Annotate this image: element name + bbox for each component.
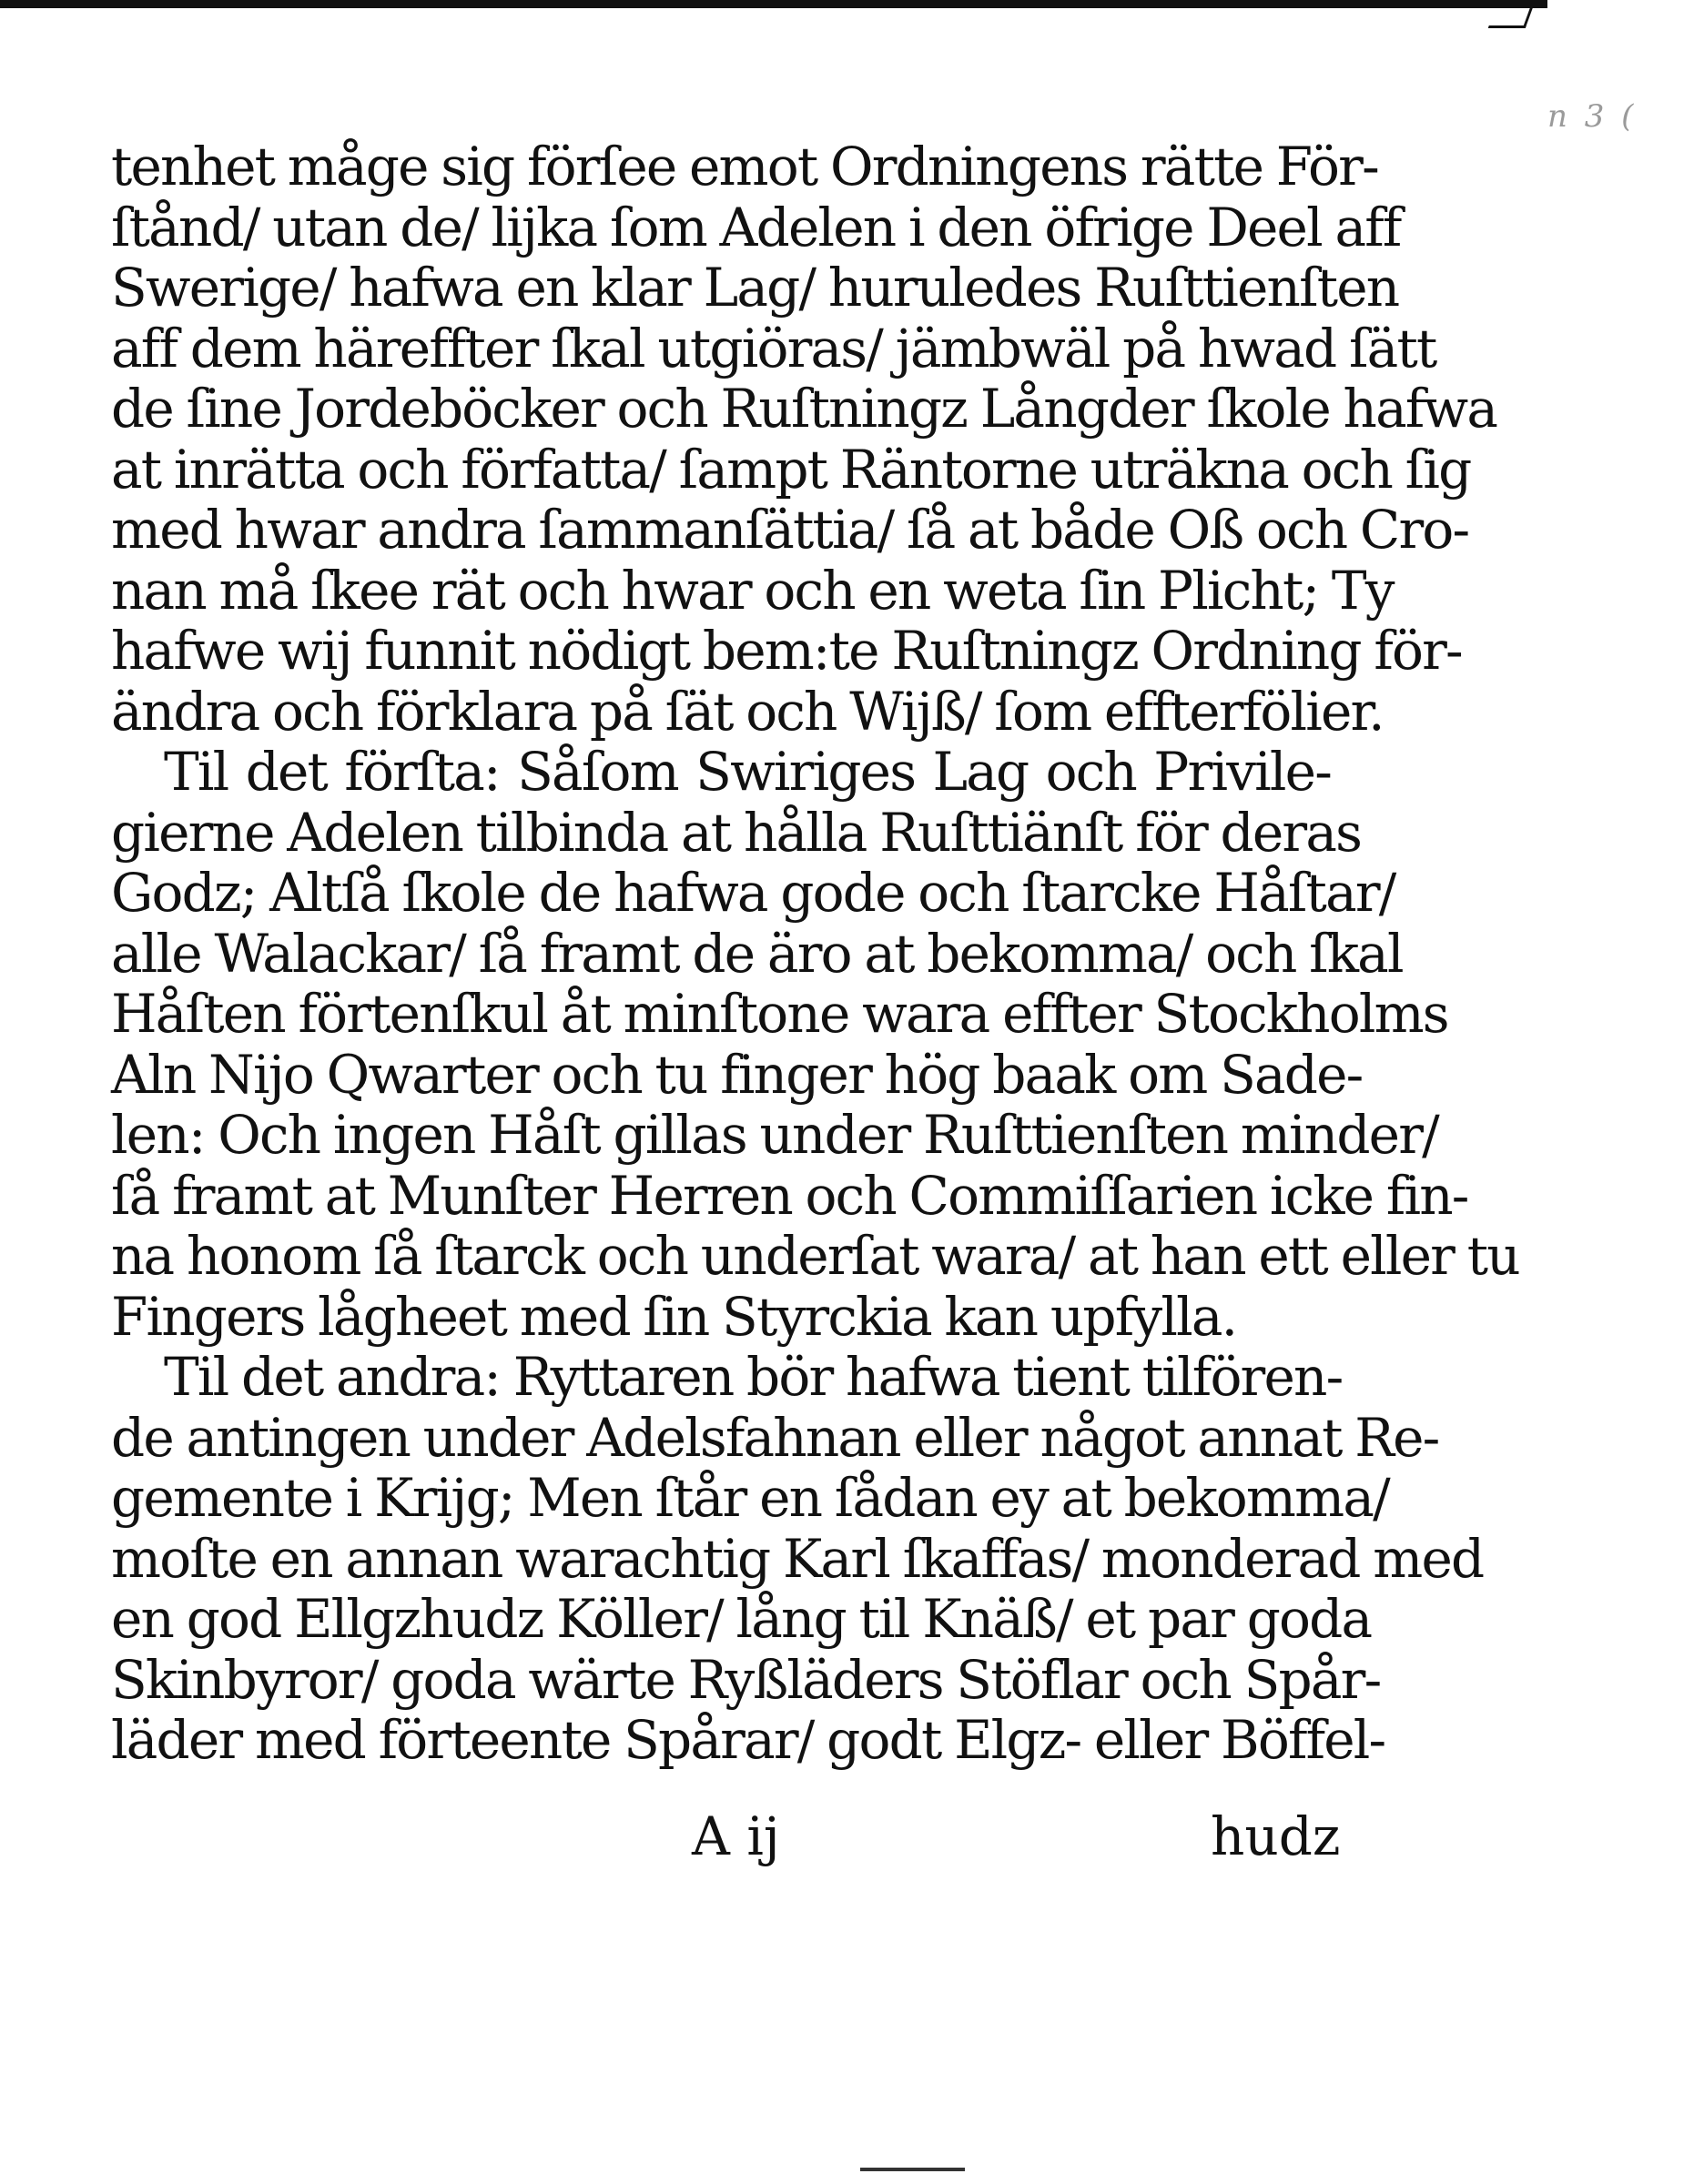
text-line-13: Godz; Altſå ſkole de hafwa gode och ſtarcke Håſtar/ bbox=[111, 862, 1395, 924]
text-line-19: na honom ſå ſtarck och underſat wara/ at han ett eller tu bbox=[111, 1225, 1519, 1287]
margin-annotation: n 3 ( bbox=[1547, 98, 1638, 135]
text-line-18: ſå framt at Munſter Herren och Commiſſarien icke fin- bbox=[111, 1164, 1468, 1227]
text-line-1: tenhet måge sig förſee emot Ordningens rätte För- bbox=[111, 136, 1378, 197]
text-line-9: hafwe wij funnit nödigt bem:te Ruſtningz Ordning för- bbox=[111, 620, 1462, 682]
text-line-21: Til det andra: Ryttaren bör hafwa tient tilfören- bbox=[164, 1346, 1343, 1408]
catchword: hudz bbox=[1211, 1805, 1341, 1867]
text-line-27: läder med förteente Spårar/ godt Elgz- eller Böffel- bbox=[111, 1709, 1385, 1771]
corner-ink-mark bbox=[1488, 2, 1536, 28]
text-line-17: len: Och ingen Håſt gillas under Ruſttienſten minder/ bbox=[111, 1104, 1438, 1166]
text-line-25: en god Ellgzhudz Köller/ lång til Knäß/ et par goda bbox=[111, 1588, 1372, 1650]
text-line-16: Aln Nijo Qwarter och tu finger hög baak om Sade- bbox=[111, 1043, 1363, 1106]
text-line-11: Til det förſta: Såſom Swiriges Lag och Privile- bbox=[164, 741, 1331, 803]
top-border-line bbox=[0, 0, 1547, 8]
text-line-23: gemente i Krijg; Men ſtår en ſådan ey at bekomma/ bbox=[111, 1467, 1389, 1529]
text-line-4: aff dem häreffter ſkal utgiöras/ jämbwäl på hwad ſätt bbox=[111, 317, 1436, 379]
text-line-7: med hwar andra ſammanſättia/ ſå at både Oß och Cro- bbox=[111, 499, 1469, 561]
text-line-15: Håſten förtenſkul åt minſtone wara effter Stockholms bbox=[111, 983, 1448, 1045]
signature-mark: A ij bbox=[692, 1805, 780, 1867]
bottom-ink-mark bbox=[860, 2168, 965, 2171]
text-line-8: nan må ſkee rät och hwar och en weta ſin Plicht; Ty bbox=[111, 559, 1394, 622]
text-line-5: de ſine Jordeböcker och Ruſtningz Långder ſkole hafwa bbox=[111, 378, 1497, 440]
text-line-10: ändra och förklara på ſät och Wijß/ ſom effterfölier. bbox=[111, 680, 1384, 743]
text-line-3: Swerige/ hafwa en klar Lag/ huruledes Ruſttienſten bbox=[111, 257, 1399, 318]
text-line-22: de antingen under Adelsfahnan eller något annat Re- bbox=[111, 1406, 1439, 1469]
text-line-2: ſtånd/ utan de/ lijka ſom Adelen i den öfrige Deel aff bbox=[111, 196, 1401, 258]
text-line-14: alle Walackar/ ſå framt de äro at bekomma/ och ſkal bbox=[111, 922, 1403, 985]
text-line-20: Fingers lågheet med ſin Styrckia kan upfylla. bbox=[111, 1285, 1237, 1348]
text-line-6: at inrätta och författa/ ſampt Räntorne uträkna och ſig bbox=[111, 438, 1471, 500]
body-text bbox=[111, 136, 1519, 1866]
text-line-24: moſte en annan warachtig Karl ſkaffas/ monderad med bbox=[111, 1527, 1484, 1590]
text-line-26: Skinbyror/ goda wärte Ryßläders Stöflar och Spår- bbox=[111, 1648, 1381, 1711]
text-line-12: gierne Adelen tilbinda at hålla Ruſttiänſt för deras bbox=[111, 801, 1362, 864]
